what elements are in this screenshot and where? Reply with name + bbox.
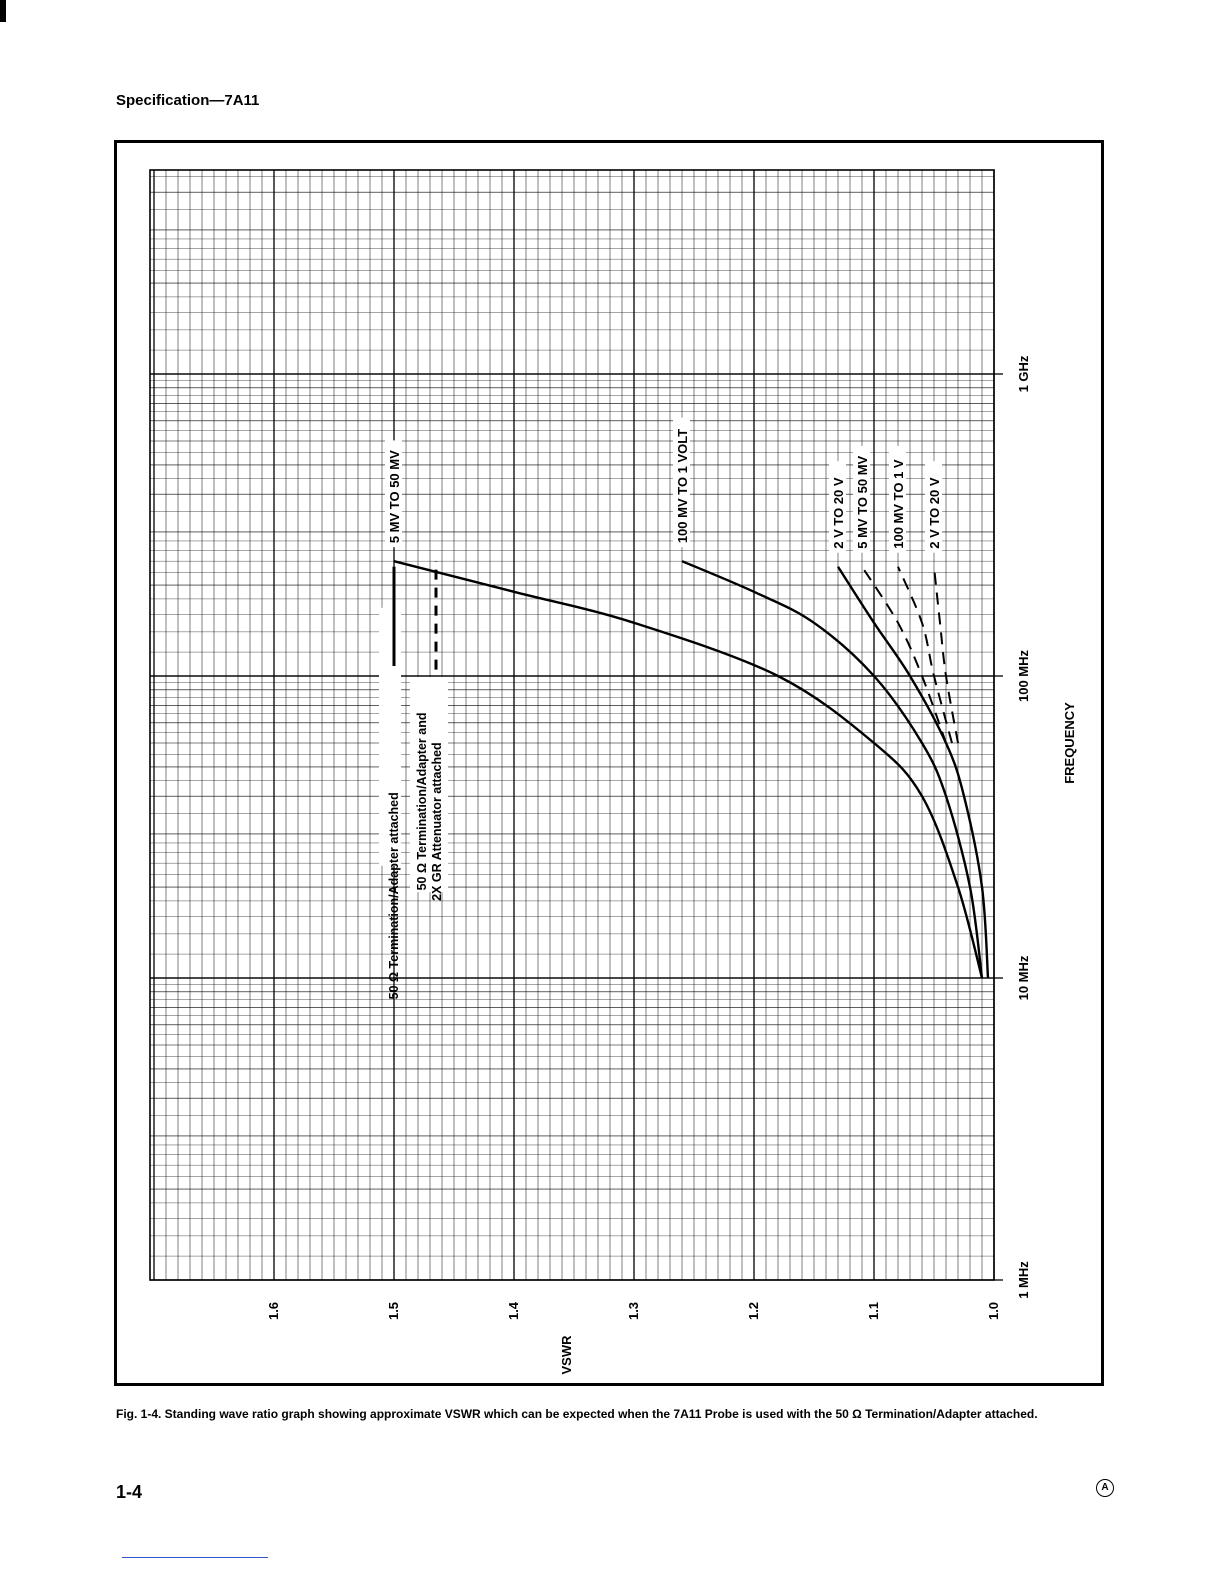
series-label-0: 5 MV TO 50 MV (387, 450, 402, 544)
chart-series (394, 561, 988, 978)
x-tick-label: 1.5 (386, 1301, 401, 1321)
x-tick-label: 1.4 (506, 1301, 521, 1321)
x-tick-label: 1.1 (866, 1301, 881, 1321)
figure-frame (114, 140, 1104, 1386)
series-label-1: 100 MV TO 1 VOLT (675, 428, 690, 544)
bottom-rule (122, 1557, 268, 1558)
series-label-3: 5 MV TO 50 MV (855, 455, 870, 549)
legend-solid-label: 50 Ω Termination/Adapter attached (387, 792, 401, 1000)
y-tick-label: 100 MHz (1016, 649, 1031, 703)
y-tick-label: 1 GHz (1016, 355, 1031, 393)
series-label-4: 100 MV TO 1 V (891, 459, 906, 549)
x-tick-label: 1.3 (626, 1301, 641, 1321)
series-line-1 (682, 561, 982, 978)
series-line-0 (394, 561, 982, 978)
figure-caption: Fig. 1-4. Standing wave ratio graph showing approximate VSWR which can be expected when the 7A11 Probe is used with the 50 Ω Termination/Adapter attached. (116, 1407, 1038, 1421)
x-axis-label: VSWR (559, 1335, 574, 1375)
legend-dashed-label-1: 50 Ω Termination/Adapter and (415, 712, 429, 891)
revision-mark: A (1096, 1479, 1114, 1497)
x-tick-label: 1.0 (986, 1301, 1001, 1321)
y-tick-label: 1 MHz (1016, 1261, 1031, 1299)
x-tick-label: 1.6 (266, 1301, 281, 1321)
series-label-5: 2 V TO 20 V (927, 477, 942, 549)
legend-dashed-label-2: 2X GR Attenuator attached (430, 742, 444, 901)
chart-labels (266, 355, 1077, 1374)
vswr-chart (117, 143, 1101, 1383)
chart-grid (150, 170, 994, 1280)
page-edge-mark (0, 0, 6, 22)
y-axis-label: FREQUENCY (1062, 702, 1077, 784)
page-header: Specification—7A11 (116, 92, 260, 109)
y-tick-label: 10 MHz (1016, 955, 1031, 1001)
x-tick-label: 1.2 (746, 1301, 761, 1321)
plot-border (150, 170, 994, 1280)
page-number: 1-4 (116, 1482, 143, 1502)
series-label-2: 2 V TO 20 V (831, 477, 846, 549)
